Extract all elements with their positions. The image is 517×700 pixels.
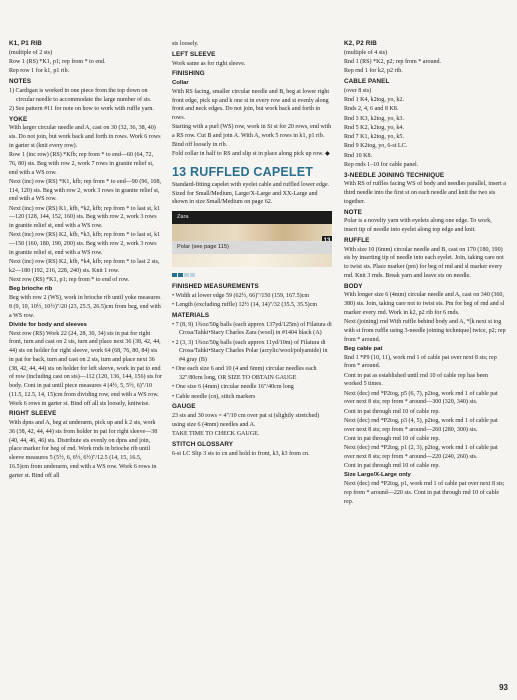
section-heading: YOKE <box>9 115 28 123</box>
subheading: Beg cable pat <box>344 345 383 352</box>
skill-level-block <box>178 273 183 277</box>
section-heading: RUFFLE <box>344 236 370 244</box>
paragraph: Rep rnd 1 for k2, p2 rib. <box>344 68 403 75</box>
cable-row: Rnd 7 K1, k2tog, yo, k5. <box>344 134 404 140</box>
paragraph: With longer size 6 (4mm) circular needle and A, cast on 340 (360, 380) sts. Join, taking care not to twist sts. Pm for beg of rnd and sl marker every rnd. Work in k2, p2 rib for 6 rnds. <box>344 292 505 316</box>
paragraph: Next (inc) row (RS) K1, kfb, *k2, kfb; rep from * to last st, k1—120 (128, 144, 152, 160) sts. Beg with row 2, work 3 rows in granite relief st, end with a WS row. <box>9 205 161 229</box>
paragraph: Rep rnds 1–10 for cable panel. <box>344 161 419 168</box>
pattern-name: RUFFLED CAPELET <box>190 164 314 179</box>
column-right <box>344 40 506 690</box>
page-number: 93 <box>499 683 508 692</box>
paragraph: Cont in pat through rnd 10 of cable rep. <box>344 435 440 442</box>
column-middle <box>172 40 332 690</box>
section-heading: NOTES <box>9 78 32 85</box>
pattern-intro: Standard-fitting capelet with eyelet cable and ruffled lower edge. Sized for Small/Medium, Large/X-Large and XX-Large and shown in size Small/Medium on page 62. <box>172 181 330 206</box>
cable-row: Rnd 9 K2tog, yo, 6-st LC. <box>344 143 408 150</box>
yarn-label-polar: Polar (see page 115) <box>172 241 332 254</box>
yarn-swatch-polar <box>172 254 332 267</box>
note-item: 1) Cardigan is worked in one piece from the top down on circular needle to accommodate the large number of sts. <box>9 87 152 103</box>
cable-row: Rnds 2, 4, 6 and 8 K8. <box>344 106 399 113</box>
paragraph: 23 sts and 30 rows = 4"/10 cm over pat st (slightly stretched) using size 6 (4mm) needles and A. <box>172 413 320 428</box>
section-heading: NOTE <box>344 208 362 216</box>
paragraph: With larger circular needle and A, cast on 30 (32, 36, 38, 40) sts. Do not join, but work back and forth in rows. Work 6 rows in garter st (knit every row). <box>9 125 161 149</box>
paragraph: TAKE TIME TO CHECK GAUGE. <box>172 431 260 437</box>
paragraph: Next (dec) rnd *P2tog, p3 (4, 5), p2tog, work rnd 1 of cable pat over next 8 sts; rep from * around—260 (280, 300) sts. <box>344 417 498 433</box>
paragraph: With size 10 (6mm) circular needle and B, cast on 170 (180, 190) sts by inserting tip of needle into each eyelet. Join, taking care not to twist sts. Place marker (pm) for beg of rnd and sl marker every rnd. Knit 3 rnds. Break yarn and leave sts on needle. <box>344 246 504 279</box>
skill-level-block <box>172 273 177 277</box>
subheading: Collar <box>172 80 189 86</box>
paragraph: (over 8 sts) <box>344 87 372 94</box>
yarn-swatch-photo <box>172 211 332 267</box>
cable-row: Rnd 1 K4, k2tog, yo, k2. <box>344 97 404 103</box>
paragraph: Next row (RS) Work 22 (24, 28, 30, 34) sts in pat for right front, turn and cast on 2 sts, turn and place next 36 (38, 42, 44, 44) sts on holder for right sleeve, work 64 (68, 76, 80, 84) sts in pat for back, turn and cast on 2 sts, turn and place next 36 (38, 42, 44, 44) sts on holder for left sleeve, work in pat to end of row (including cast on sts)—112 (120, 136, 144, 156) sts for body. Cont in pat until piece measures 4 (4½, 5, 5½, 6)"/10 (11.5, 12.5, 14, 15)cm from dividing row, end with a WS row. Work 6 rows in garter st. Bind off all sts loosely, knitwise. <box>9 330 162 407</box>
skill-level-block <box>190 273 195 277</box>
pattern-title <box>172 165 332 179</box>
paragraph: With dpns and A, beg at underarm, pick up and k 2 sts, work 36 (38, 42, 44, 44) sts from holder in pat for right sleeve—38 (40, 44, 46, 46) sts. Distribute sts evenly on dpns and join, place marker for beg of rnd. Work rnds in brioche rib until sleeve measures 5 (5½, 6, 6½, 6½)"/12.5 (14, 15, 16.5, 16.5)cm from underarm, end with a WS row. Work 6 rows in garter st. Bind off all <box>9 420 158 479</box>
paragraph: With RS of ruffles facing WS of body and needles parallel, insert a third needle into the first st on each needle and knit the two sts together. <box>344 181 506 205</box>
list-item: • One each size 6 and 10 (4 and 6mm) circular needles each 32"/80cm long, OR SIZE TO OBTAIN GAUGE <box>172 366 317 381</box>
paragraph: Next (inc) row (RS) K2, kfb, *k3, kfb; rep from * to last st, k1—150 (160, 180, 190, 200) sts. Beg with row 2, work 3 rows in granite relief st, end with a WS row. <box>9 232 161 256</box>
yarn-label-zara: Zara <box>172 211 332 224</box>
section-heading: MATERIALS <box>172 311 210 319</box>
paragraph: Beg with row 2 (WS), work in brioche rib until yoke measures 8 (9, 10, 10½, 10½)"/20 (23, 25.5, 26.5)cm from beg, end with a WS row. <box>9 295 161 319</box>
list-item: • One size 6 (4mm) circular needle 16"/40cm long <box>172 384 294 391</box>
section-heading: RIGHT SLEEVE <box>9 410 57 418</box>
list-item: • Width at lower edge 59 (62½, 66)"/150 (159, 167.5)cm <box>172 292 310 299</box>
yarn-swatch-zara <box>172 224 332 241</box>
paragraph: Next (inc) row (RS) *K1, kfb; rep from * to end—90 (96, 108, 114, 120) sts. Beg with row 2, work 3 rows in granite relief st, end with a WS row. <box>9 178 161 203</box>
section-heading: CABLE PANEL <box>344 78 390 85</box>
paragraph: Rnd 1 (RS) *K2, p2; rep from * around. <box>344 59 442 65</box>
paragraph: Work same as for right sleeve. <box>172 60 246 67</box>
section-heading: FINISHING <box>172 70 205 78</box>
skill-level-indicator <box>172 273 332 277</box>
section-heading: GAUGE <box>172 403 196 411</box>
column-left <box>9 40 162 690</box>
section-heading: 3-NEEDLE JOINING TECHNIQUE <box>344 171 445 179</box>
pattern-number: 13 <box>172 164 187 179</box>
paragraph: Row 1 (RS) *K1, p1; rep from * to end. <box>9 59 106 65</box>
paragraph: sts loosely. <box>172 41 199 47</box>
note-item: 2) See pattern #11 for note on how to work with ruffle yarn. <box>9 105 154 112</box>
paragraph: Next (joining) rnd With ruffle behind body and A, *[k next st tog with st from ruffle using 3-needle joining technique] twice, p2; rep from * around. <box>344 319 506 343</box>
subheading: Divide for body and sleeves <box>9 321 87 328</box>
paragraph: Next row (RS) *K1, p1; rep from * to end of row. <box>9 277 130 283</box>
cable-row: Rnd 5 K2, k2tog, yo, k4. <box>344 124 404 131</box>
list-item: • Length (excluding ruffle) 12½ (14, 14)"/32 (35.5, 35.5)cm <box>172 302 318 308</box>
paragraph: Cont in pat through rnd 10 of cable rep. <box>344 408 440 415</box>
paragraph: Cont in pat through rnd 10 of cable rep. <box>344 463 440 469</box>
section-heading: K1, P1 RIB <box>9 40 42 47</box>
list-item: • Cable needle (cn), stitch markers <box>172 393 256 400</box>
section-heading: LEFT SLEEVE <box>172 50 216 58</box>
cable-row: Rnd 10 K8. <box>344 152 373 159</box>
cable-row: Rnd 3 K3, k2tog, yo, k3. <box>344 115 404 122</box>
paragraph: With RS facing, smaller circular needle and B, beg at lower right front edge, pick up and k one st in every row and st evenly along front and neck edges. Do not join, but work back and forth in rows. <box>172 88 330 121</box>
subheading: Size Large/X-Large only <box>344 472 411 479</box>
paragraph: Next (dec) rnd *P2tog, p5 (6, 7), p2tog, work rnd 1 of cable pat over next 8 sts; rep from * around—300 (320, 340) sts. <box>344 390 498 406</box>
paragraph: Fold collar in half to RS and slip st in place along pick up row. ◆ <box>172 151 330 157</box>
paragraph: (multiple of 4 sts) <box>344 49 388 56</box>
section-heading: STITCH GLOSSARY <box>172 440 234 448</box>
list-item: • 2 (3, 3) 1¾oz/50g balls (each approx 11yd/10m) of Filatura di Crosa/Tahki•Stacy Charles Polar (acrylic/wool/polyamide) in #4 gray (B) <box>172 339 328 363</box>
paragraph: Rnd 1 *P9 (10, 11), work rnd 1 of cable pat over next 8 sts; rep from * around. <box>344 354 497 370</box>
paragraph: Starting with a purl (WS) row, work in St st for 20 rows, end with a RS row. Cut B and join A. With A, work 5 rows in k1, p1 rib. Bind off loosely in rib. <box>172 124 332 148</box>
section-heading: K2, P2 RIB <box>344 40 377 47</box>
paragraph: 6-st LC Slip 3 sts to cn and hold to front, k3, k3 from cn. <box>172 450 310 457</box>
list-item: • 7 (8, 9) 1¾oz/50g balls (each approx 137yd/125m) of Filatura di Crosa/Tahki•Stacy Charles Zara (wool) in #1404 black (A) <box>172 321 332 337</box>
paragraph: Cont in pat as established until rnd 10 of cable rep has been worked 5 times. <box>344 372 489 388</box>
section-heading: BODY <box>344 282 363 290</box>
paragraph: Next (inc) row (RS) K2, kfb, *k4, kfb; rep from * to last 2 sts, k2—180 (192, 216, 228, 240) sts. Knit 1 row. <box>9 259 160 274</box>
paragraph: Polar is a novelty yarn with eyelets along one edge. To work, insert tip of needle into eyelet along top edge and knit. <box>344 218 492 233</box>
paragraph: (multiple of 2 sts) <box>9 49 53 56</box>
paragraph: Rep row 1 for k1, p1 rib. <box>9 68 70 75</box>
paragraph: Row 1 (inc row) (RS) *Kfb; rep from * to end—60 (64, 72, 76, 80) sts. Beg with row 2, work 7 rows in granite relief st, end with a WS row. <box>9 152 154 176</box>
section-heading: FINISHED MEASUREMENTS <box>172 283 259 290</box>
subheading: Beg brioche rib <box>9 286 53 293</box>
skill-level-block <box>184 273 189 277</box>
paragraph: Next (dec) rnd *P2tog, p1, work rnd 1 of cable pat over next 8 sts; rep from * around—220 sts. Cont in pat through rnd 10 of cable rep. <box>344 481 505 505</box>
paragraph: Next (dec) rnd *P2tog, p1 (2, 3), p2tog, work rnd 1 of cable pat over next 8 sts; rep from * around—220 (240, 260) sts. <box>344 445 498 460</box>
